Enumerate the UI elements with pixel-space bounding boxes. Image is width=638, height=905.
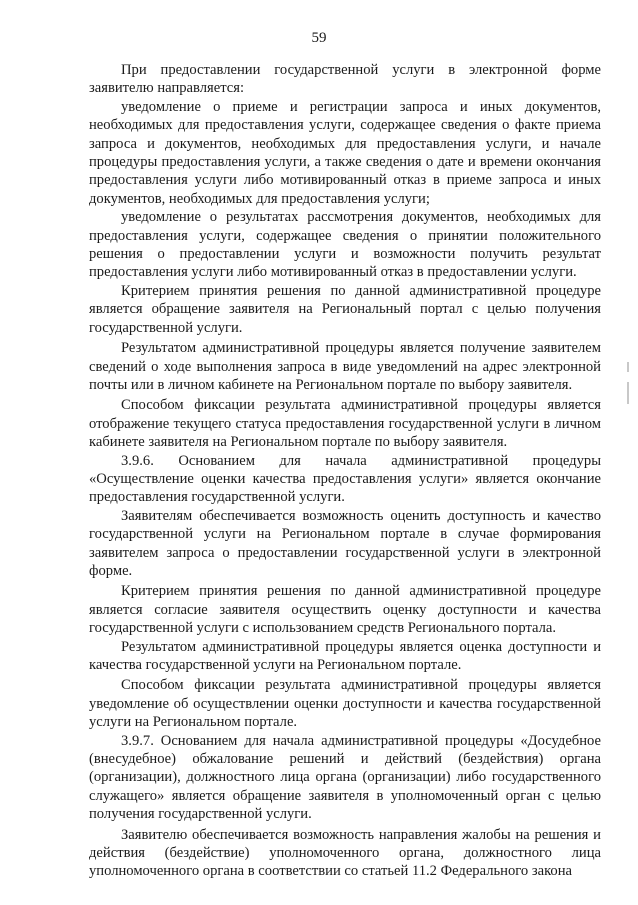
scan-margin-mark: [627, 382, 629, 404]
page-number: 59: [311, 30, 327, 46]
paragraph-electronic-notification-intro: При предоставлении государственной услуги в электронной форме заявителю направляется:: [89, 62, 601, 97]
paragraph-section-3-9-6: 3.9.6. Основанием для начала административной процедуры «Осуществление оценки качества предоставления услуги» является окончание предоставления государственной услуги.: [89, 452, 601, 506]
paragraph-complaint-possibility: Заявителю обеспечивается возможность направления жалобы на решения и действия (бездействие) уполномоченного органа, должностного лица уполномоченного органа в соответствии со статьей 11.2 Федерального закона: [89, 826, 601, 880]
paragraph-notification-results: уведомление о результатах рассмотрения документов, необходимых для предоставления услуги, содержащее сведения о принятии положительного решения о предоставлении услуги и возможности получить результат предоставления услуги либо мотивированный отказ в предоставлении услуги.: [89, 209, 601, 281]
paragraph-fixation-status: Способом фиксации результата административной процедуры является отображение текущего статуса предоставления государственной услуги в личном кабинете заявителя на Региональном портале по выбору заявителя.: [89, 397, 601, 451]
paragraph-result-assessment: Результатом административной процедуры является оценка доступности и качества государственной услуги на Региональном портале.: [89, 638, 601, 673]
paragraph-result-status-info: Результатом административной процедуры является получение заявителем сведений о ходе выполнения запроса в виде уведомлений на адрес электронной почты или в личном кабинете на Региональном портале по выбору заявителя.: [89, 340, 601, 393]
paragraph-decision-criterion-assessment: Критерием принятия решения по данной административной процедуре является согласие заявителя осуществить оценку доступности и качества государственной услуги с использованием средств Регионального портала.: [89, 583, 601, 637]
paragraph-decision-criterion-portal: Критерием принятия решения по данной административной процедуре является обращение заявителя на Региональный портал с целью получения государственной услуги.: [89, 282, 601, 336]
paragraph-fixation-assessment: Способом фиксации результата административной процедуры является уведомление об осуществлении оценки доступности и качества государственной услуги на Региональном портале.: [89, 677, 601, 731]
scan-margin-mark: [627, 362, 629, 372]
paragraph-section-3-9-7: 3.9.7. Основанием для начала административной процедуры «Досудебное (внесудебное) обжалование решений и действий (бездействия) органа (организации), должностного лица органа (организации) либо государственного служащего» является обращение заявителя в уполномоченный орган с целью получения государственной услуги.: [89, 732, 601, 823]
paragraph-notification-receipt: уведомление о приеме и регистрации запроса и иных документов, необходимых для предоставления услуги, содержащее сведения о факте приема запроса и документов, необходимых для предоставления услуги, и начале процедуры предоставления услуги, а также сведения о дате и времени окончания предоставления услуги либо мотивированный отказ в приеме запроса и иных документов, необходимых для предоставления услуги;: [89, 98, 601, 207]
paragraph-quality-assessment-possibility: Заявителям обеспечивается возможность оценить доступность и качество государственной услуги на Региональном портале в случае формирования заявителем запроса о предоставлении государственной услуги в электронной форме.: [89, 507, 601, 579]
document-body: [89, 61, 601, 881]
